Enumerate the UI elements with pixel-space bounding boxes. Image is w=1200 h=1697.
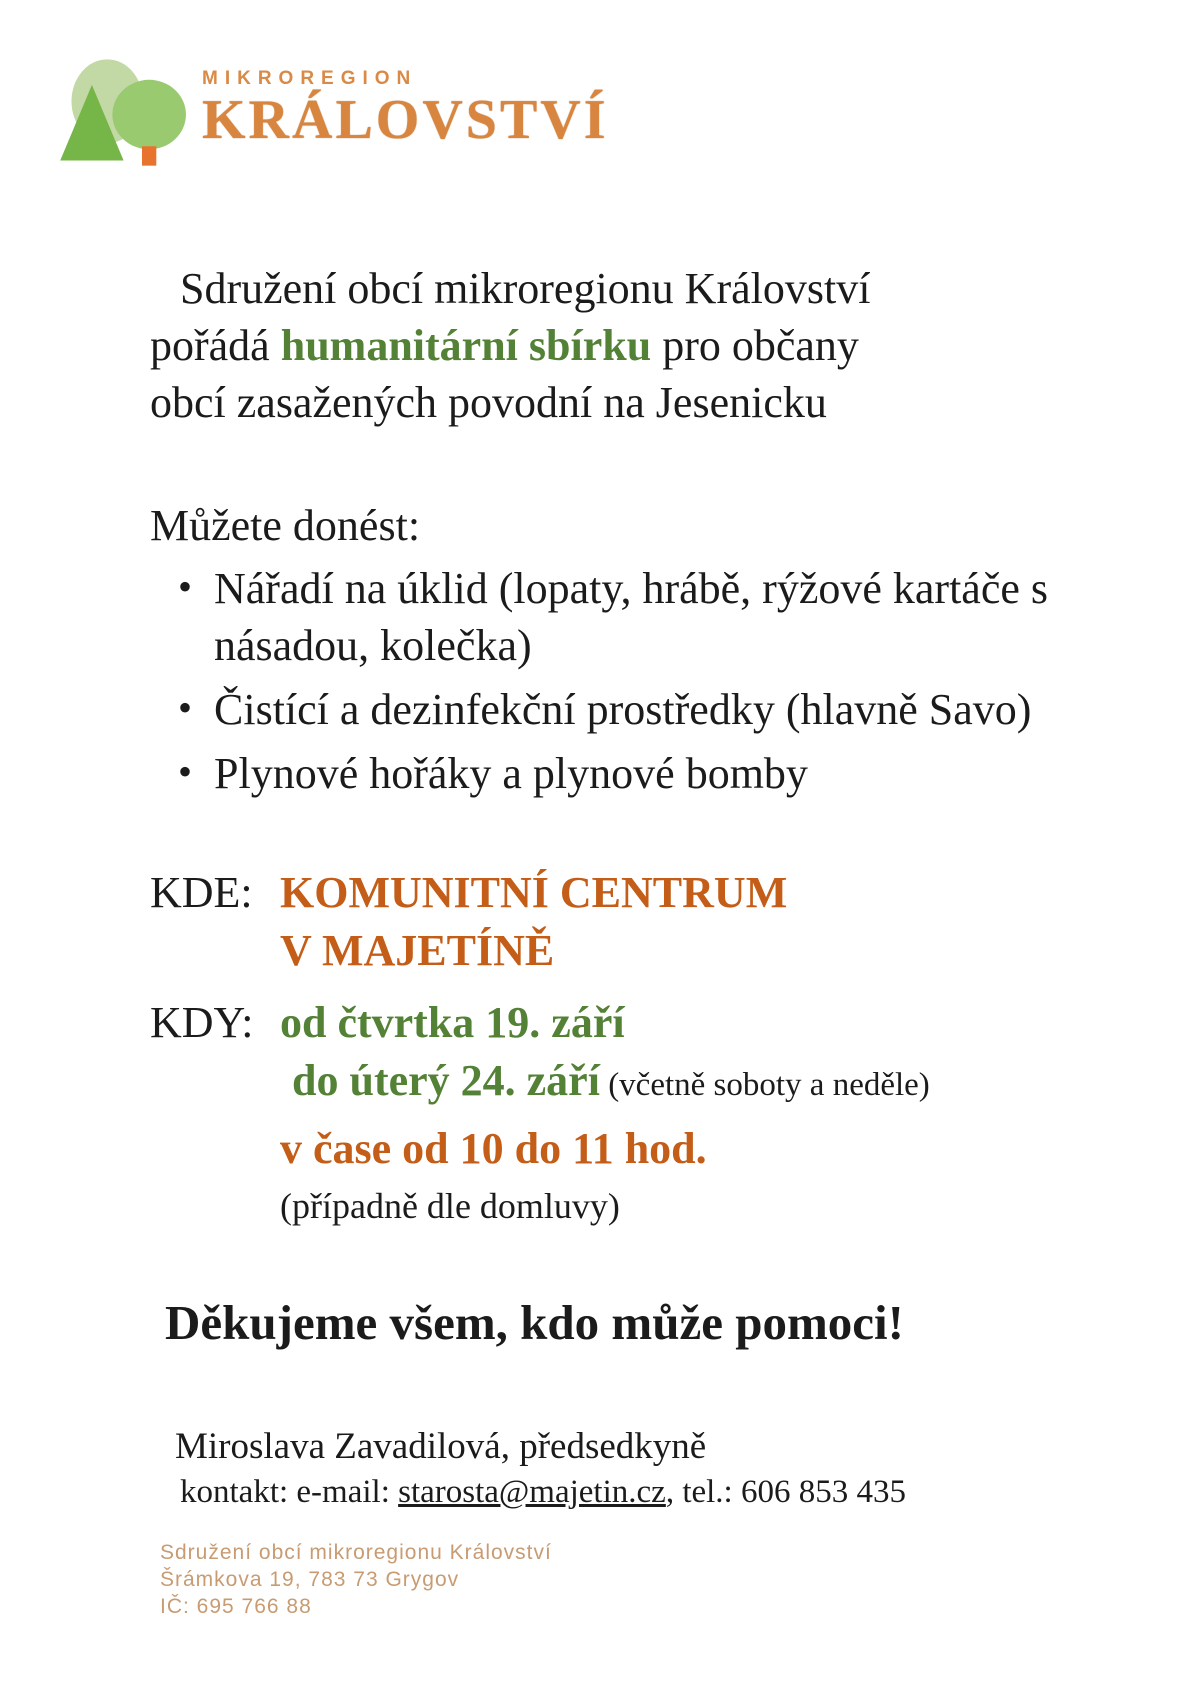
when-date-from: od čtvrtka 19. září bbox=[280, 998, 625, 1047]
bullet-icon: • bbox=[178, 564, 193, 609]
where-venue-line-1: KOMUNITNÍ CENTRUM bbox=[280, 868, 788, 917]
when-arrangement-note: (případně dle domluvy) bbox=[280, 1186, 620, 1226]
donate-item-text: Nářadí na úklid (lopaty, hrábě, rýžové kartáče s násadou, kolečka) bbox=[214, 564, 1049, 670]
when-weekend-note: (včetně soboty a neděle) bbox=[599, 1067, 930, 1103]
donate-section bbox=[150, 497, 1120, 802]
bullet-icon: • bbox=[178, 749, 193, 794]
bullet-icon: • bbox=[178, 685, 193, 730]
when-date-to: do úterý 24. září bbox=[292, 1056, 600, 1105]
intro-line-2-pre: pořádá bbox=[150, 321, 281, 370]
donate-item-text: Plynové hořáky a plynové bomby bbox=[214, 749, 808, 798]
donate-heading: Můžete donést: bbox=[150, 501, 421, 550]
where-venue-line-2: V MAJETÍNĚ bbox=[280, 926, 555, 975]
when-section bbox=[150, 994, 1120, 1230]
footer-org-name: Sdružení obcí mikroregionu Království bbox=[160, 1541, 552, 1564]
intro-paragraph bbox=[150, 260, 1120, 431]
list-item bbox=[150, 560, 1094, 674]
contact-person: Miroslava Zavadilová, předsedkyně bbox=[175, 1426, 707, 1467]
intro-line-2 bbox=[150, 317, 1120, 374]
intro-line-2-post: pro občany bbox=[651, 321, 859, 370]
logo bbox=[50, 58, 1120, 188]
footer-address: Šrámkova 19, 783 73 Grygov bbox=[160, 1568, 460, 1591]
list-item bbox=[150, 745, 1094, 802]
intro-line-3: obcí zasažených povodní na Jesenicku bbox=[150, 378, 827, 427]
trees-logo-icon bbox=[50, 58, 188, 166]
when-content bbox=[280, 994, 1120, 1230]
intro-highlight-humanitarni-sbirku: humanitární sbírku bbox=[280, 321, 652, 370]
list-item bbox=[150, 681, 1094, 738]
contact-line bbox=[180, 1474, 1120, 1511]
logo-text bbox=[202, 58, 609, 151]
when-label: KDY: bbox=[150, 998, 254, 1047]
thanks-line: Děkujeme všem, kdo může pomoci! bbox=[165, 1295, 904, 1350]
logo-name: KRÁLOVSTVÍ bbox=[202, 89, 609, 151]
where-section bbox=[150, 864, 1120, 980]
footer-company-id: IČ: 695 766 88 bbox=[160, 1595, 312, 1618]
intro-line-1: Sdružení obcí mikroregionu Království bbox=[180, 264, 871, 313]
donate-list bbox=[150, 560, 1120, 802]
donate-item-text: Čistící a dezinfekční prostředky (hlavně Savo) bbox=[214, 685, 1032, 734]
when-time: v čase od 10 do 11 hod. bbox=[280, 1124, 707, 1173]
where-content bbox=[280, 864, 1120, 980]
contact-prefix: kontakt: e-mail: bbox=[180, 1474, 399, 1510]
when-date-to-line bbox=[292, 1052, 1120, 1114]
contact-suffix: , tel.: 606 853 435 bbox=[665, 1474, 906, 1510]
email-link[interactable]: starosta@majetin.cz bbox=[398, 1474, 666, 1510]
footer bbox=[160, 1539, 1120, 1620]
where-label: KDE: bbox=[150, 868, 253, 917]
logo-tagline: MIKROREGION bbox=[202, 68, 418, 89]
